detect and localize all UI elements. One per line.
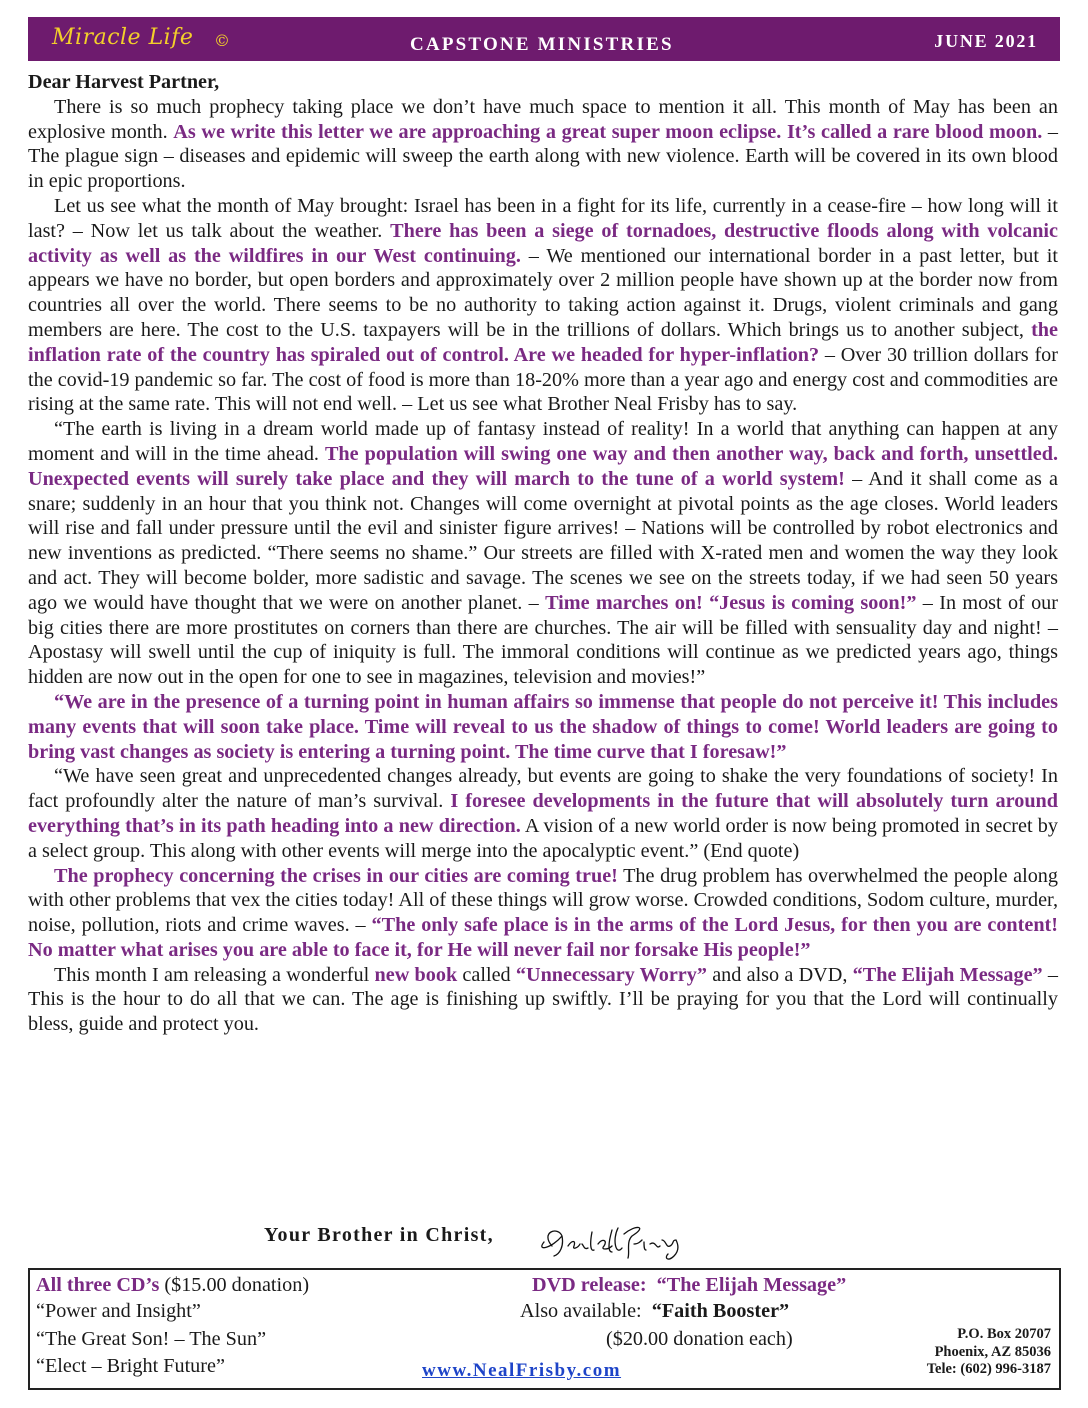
paragraph-6 (28, 864, 1058, 963)
highlight-text: “Unnecessary Worry” (515, 963, 707, 986)
highlight-text: As we write this letter we are approaching a great super moon eclipse. It’s called a rare blood moon. (173, 120, 1043, 143)
also-label: Also available: (520, 1300, 642, 1322)
donation-each: ($20.00 donation each) (606, 1328, 793, 1350)
text-run: – We mentioned our international border in a past letter, but it appears we have no border, but open borders and approximately over 2 million people have shown up at the border now from countries all over the world. There seems to be no authority to taking action against it. Drugs, violent criminals and gang members are here. The cost to the U.S. taxpayers will be in the trillions of dollars. Which brings us to another subject, (28, 244, 1058, 341)
highlight-text: “The Elijah Message” (852, 963, 1043, 986)
letter-body (28, 70, 1058, 1037)
highlight-text: I foresee developments in the future that will absolutely turn around everything that’s in its path heading into a new direction. (28, 790, 1058, 837)
highlight-text: There has been a siege of tornadoes, destructive floods along with volcanic activity as well as the wildfires in our West continuing. (28, 219, 1059, 267)
signature-text: Gerald Frisby (532, 1222, 539, 1223)
text-run: “The earth is living in a dream world made up of fantasy instead of reality! In a world that anything can happen at any moment and will in the time ahead. (28, 418, 1058, 465)
cd-item-2: “The Great Son! – The Sun” (36, 1328, 267, 1350)
cds-donation: ($15.00 donation) (159, 1274, 310, 1296)
paragraph-3 (28, 417, 1058, 690)
footer-box (28, 1268, 1061, 1390)
paragraph-7 (28, 963, 1058, 1037)
dvd-release-label: DVD release: (532, 1274, 647, 1296)
text-run: – In most of our big cities there are more prostitutes on corners than there are churches. The air will be filled with sensuality day and night! – Apostasy will swell until the cup of iniquity is full. The immoral conditions will continue as we predicted years ago, things hidden are now out in the open for one to see in magazines, television and movies!” (28, 591, 1058, 689)
highlight-text: new book (374, 963, 458, 986)
text-run: There is so much prophecy taking place we don’t have much space to mention it all. This month of May has been an explosive month. (28, 95, 1058, 143)
highlight-text: The population will swing one way and then another way, back and forth, unsettled. Unexpected events will surely take place and they will march to the tune of a world system! (28, 442, 1059, 490)
text-run: A vision of a new world order is now being promoted in secret by a select group. This along with other events will merge into the apocalyptic event.” (End quote) (28, 814, 1058, 862)
text-run: called (457, 963, 516, 986)
phone-number: Tele: (602) 996-3187 (926, 1361, 1051, 1377)
website-link[interactable]: www.NealFrisby.com (422, 1360, 622, 1381)
text-run: and also a DVD, (706, 963, 853, 986)
city-state-zip: Phoenix, AZ 85036 (934, 1343, 1051, 1360)
also-available (520, 1300, 789, 1323)
text-run: – Over 30 trillion dollars for the covid-19 pandemic so far. The cost of food is more than 18-20% more than a year ago and energy cost and commodities are rising at the same rate. This will not end well. – Let us see what Brother Neal Frisby has to say. (28, 343, 1058, 416)
highlight-text: “The only safe place is in the arms of the Lord Jesus, for then you are content! No matter what arises you are able to face it, for He will never fail nor forsake His people!” (28, 914, 1058, 961)
greeting: Dear Harvest Partner, (28, 71, 220, 93)
newsletter-header (28, 17, 1060, 61)
highlight-text: The prophecy concerning the crises in our cities are coming true! (54, 864, 618, 887)
paragraph-4: “We are in the presence of a turning point in human affairs so immense that people do not perceive it! This includes many events that will soon take place. Time will reveal to us the shadow of things to come! World leaders are going to bring vast changes as society is entering a turning point. The time curve that I foresaw!” (28, 690, 1058, 763)
issue-date: JUNE 2021 (934, 31, 1038, 51)
text-run: Let us see what the month of May brought: Israel has been in a fight for its life, currently in a cease-fire – how long will it last? – Now let us talk about the weather. (28, 194, 1058, 242)
dvd-release (532, 1274, 846, 1297)
text-run: – This is the hour to do all that we can. The age is finishing up swiftly. I’ll be praying for you that the Lord will continually bless, guide and protect you. (28, 963, 1058, 1036)
cds-offer (36, 1274, 309, 1297)
paragraph-5 (28, 764, 1058, 863)
dvd-release-title: “The Elijah Message” (656, 1274, 847, 1296)
text-run: – The plague sign – diseases and epidemic will sweep the earth along with new violence. Earth will be covered in its own blood in epic proportions. (28, 120, 1059, 193)
highlight-text: Time marches on! “Jesus is coming soon!” (545, 591, 917, 614)
signoff: Your Brother in Christ, (264, 1224, 494, 1246)
paragraph-1 (28, 95, 1058, 194)
text-run: This month I am releasing a wonderful (54, 963, 375, 986)
paragraph-2 (28, 194, 1058, 417)
text-run: – And it shall come as a snare; suddenly in an hour that you think not. Changes will come overnight at pivotal points as the age closes. World leaders will rise and fall under pressure until the evil and sinister figure arrives! – Nations will be controlled by robot electronics and new inventions as predicted. “There seems no shame.” Our streets are filled with X-rated men and women the way they look and act. They will become bolder, more sadistic and savage. The scenes we see on the streets today, if we had seen 50 years ago we would have thought that we were on another planet. – (28, 467, 1058, 614)
cd-item-1: “Power and Insight” (36, 1300, 201, 1322)
brand-logo-text: Miracle Life (52, 25, 194, 50)
cds-title: All three CD’s (36, 1274, 160, 1296)
mailing-address (927, 1326, 1051, 1379)
also-title: “Faith Booster” (651, 1300, 790, 1322)
signature-image (532, 1222, 722, 1262)
po-box: P.O. Box 20707 (957, 1326, 1051, 1342)
copyright-symbol: © (214, 31, 230, 50)
text-run: The drug problem has overwhelmed the people along with other problems that vex the cities today! All of these things will grow worse. Crowded conditions, Sodom culture, murder, noise, pollution, riots and crime waves. – (28, 864, 1058, 937)
organization-name: CAPSTONE MINISTRIES (410, 34, 674, 55)
text-run: “We have seen great and unprecedented changes already, but events are going to shake the very foundations of society! In fact profoundly alter the nature of man’s survival. (28, 765, 1058, 813)
highlight-text: the inflation rate of the country has spiraled out of control. Are we headed for hyper-inflation? (28, 318, 1058, 366)
cd-item-3: “Elect – Bright Future” (36, 1355, 225, 1377)
